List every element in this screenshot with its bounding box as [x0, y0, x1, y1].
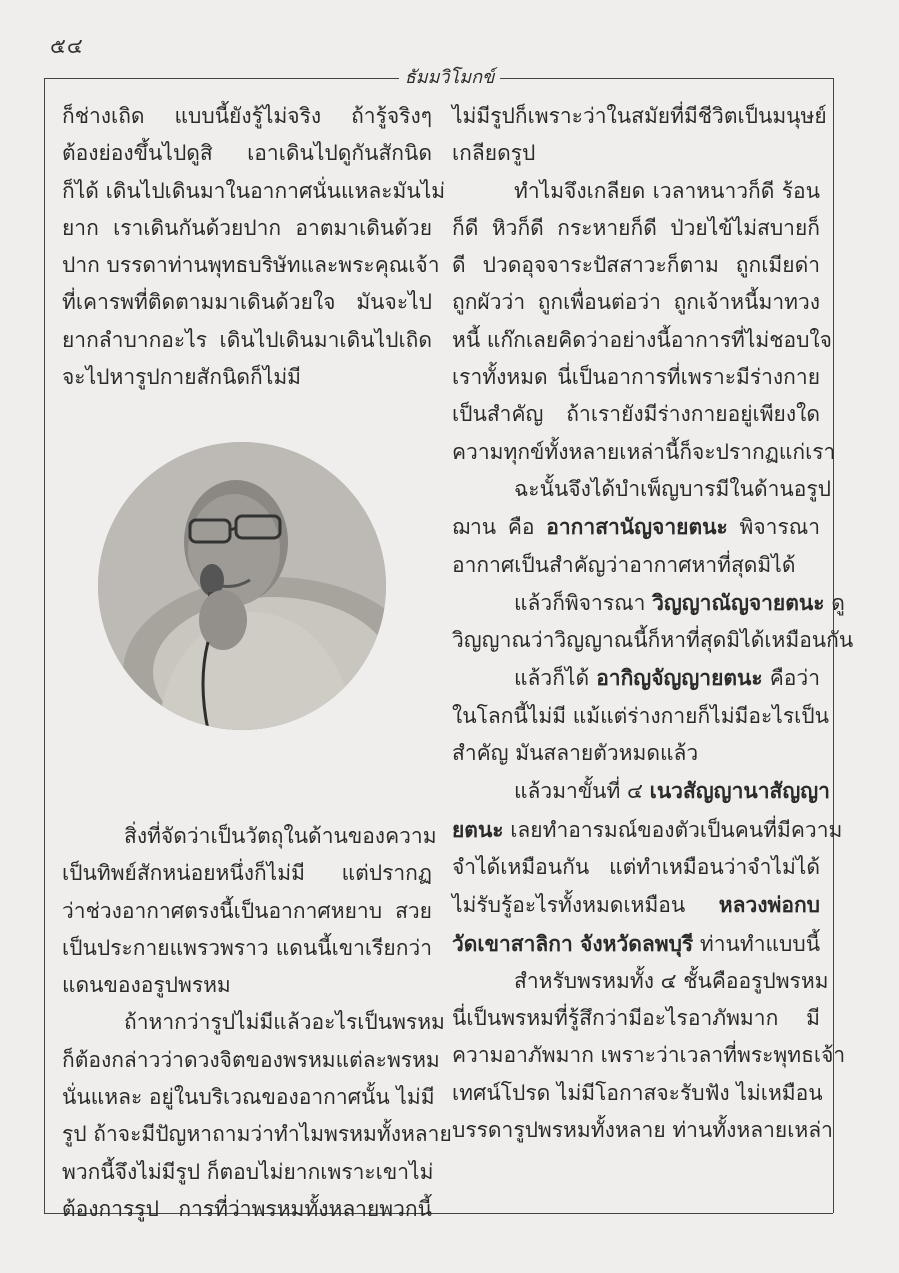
text-line: สำคัญ มันสลายตัวหมดแล้ว [452, 741, 699, 766]
bold-term: อากาสานัญจายตนะ [546, 514, 728, 540]
frame-left-border [44, 78, 45, 1213]
text-line: ดี ปวดอุจจาระปัสสาวะก็ตาม ถูกเมียด่า [452, 253, 820, 278]
text-run: ฌาน คือ [452, 515, 547, 540]
text-line: ก็ได้ เดินไปเดินมาในอากาศนั่นแหละมันไม่ [62, 178, 446, 203]
text-line: เป็นประกายแพรวพราว แดนนี้เขาเรียกว่า [62, 935, 432, 960]
text-line: ปาก บรรดาท่านพุทธบริษัทและพระคุณเจ้า [62, 253, 440, 278]
text-line: เกลียดรูป [452, 141, 536, 166]
text-line: แดนของอรูปพรหม [62, 973, 231, 998]
right-column [452, 98, 854, 1149]
page-number: ๕๔ [50, 34, 84, 58]
text-line: ถูกผัวว่า ถูกเพื่อนต่อว่า ถูกเจ้าหนี้มาทวง [452, 290, 820, 315]
left-column-top [62, 98, 446, 396]
text-line: ทำไมจึงเกลียด เวลาหนาวก็ดี ร้อน [514, 178, 820, 203]
text-line: เราทั้งหมด นี่เป็นอาการที่เพราะมีร่างกาย [452, 365, 820, 390]
text-line: นี่เป็นพรหมที่รู้สึกว่ามีอะไรอาภัพมาก มี [452, 1006, 820, 1031]
text-line: สิ่งที่จัดว่าเป็นวัตถุในด้านของความ [124, 824, 437, 848]
text-line: ก็ช่างเถิด แบบนี้ยังรู้ไม่จริง ถ้ารู้จริงๆ [62, 104, 432, 128]
text-line: ก็ดี หิวก็ดี กระหายก็ดี ป่วยไข้ไม่สบายก็ [452, 215, 820, 240]
bold-term: เนวสัญญานาสัญญา [649, 778, 830, 804]
text-line: จำได้เหมือนกัน แต่ทำเหมือนว่าจำไม่ได้ [452, 854, 820, 879]
text-line: ก็ต้องกล่าวว่าดวงจิตของพรหมแต่ละพรหม [62, 1047, 440, 1072]
text-line [452, 508, 820, 546]
text-line: ยากลำบากอะไร เดินไปเดินมาเดินไปเถิด [62, 327, 432, 352]
text-line: บรรดารูปพรหมทั้งหลาย ท่านทั้งหลายเหล่า [452, 1118, 833, 1143]
text-line [452, 925, 820, 963]
text-line: รูป ถ้าจะมีปัญหาถามว่าทำไมพรหมทั้งหลาย [62, 1122, 452, 1147]
text-line: จะไปหารูปกายสักนิดก็ไม่มี [62, 365, 302, 390]
bold-term: อากิญจัญญายตนะ [596, 665, 763, 691]
text-line: หนี้ แก๊กเลยคิดว่าอย่างนี้อาการที่ไม่ชอบใจ [452, 327, 832, 352]
text-line: ในโลกนี้ไม่มี แม้แต่ร่างกายก็ไม่มีอะไรเป็น [452, 703, 829, 728]
bold-term: วิญญาณัญจายตนะ [652, 589, 825, 615]
text-run: เลยทำอารมณ์ของตัวเป็นคนที่มีความ [503, 817, 843, 842]
text-line: เป็นทิพย์สักหน่อยหนึ่งก็ไม่มี แต่ปรากฏ [62, 861, 432, 886]
portrait-illustration [98, 442, 386, 730]
running-header [0, 62, 899, 91]
bold-term: หลวงพ่อกบ [718, 892, 820, 918]
text-line [452, 811, 843, 849]
text-line: สำหรับพรหมทั้ง ๔ ชั้นคืออรูปพรหม [514, 968, 829, 993]
header-title: ธัมมวิโมกข์ [399, 67, 501, 88]
text-line: ฉะนั้นจึงได้บำเพ็ญบารมีในด้านอรูป [514, 476, 831, 501]
text-line: ที่เคารพที่ติดตามมาเดินด้วยใจ มันจะไป [62, 290, 432, 315]
text-line: วิญญาณว่าวิญญาณนี้ก็หาที่สุดมิได้เหมือนกัน [452, 628, 854, 653]
text-line: ว่าช่วงอากาศตรงนี้เป็นอากาศหยาบ สวย [62, 898, 432, 923]
text-line [452, 772, 830, 810]
text-line: ความทุกข์ทั้งหลายเหล่านี้ก็จะปรากฏแก่เรา [452, 439, 836, 464]
text-line: ความอาภัพมาก เพราะว่าเวลาที่พระพุทธเจ้า [452, 1043, 846, 1068]
text-line: ไม่มีรูปก็เพราะว่าในสมัยที่มีชีวิตเป็นมนุษย์ [452, 104, 827, 128]
text-run: ท่านทำแบบนี้ [693, 931, 821, 956]
text-run: แล้วก็ได้ [514, 666, 597, 691]
text-line: ต้องย่องขึ้นไปดูสิ เอาเดินไปดูกันสักนิด [62, 141, 432, 166]
text-line: ต้องการรูป การที่ว่าพรหมทั้งหลายพวกนี้ [62, 1196, 432, 1221]
text-line: ยาก เราเดินกันด้วยปาก อาตมาเดินด้วย [62, 215, 432, 240]
monk-portrait-photo [98, 442, 386, 730]
text-line [452, 659, 820, 697]
bold-term: ยตนะ [452, 816, 504, 842]
left-column-bottom [62, 818, 452, 1228]
text-line [452, 886, 820, 924]
text-line: นั่นแหละ อยู่ในบริเวณของอากาศนั้น ไม่มี [62, 1085, 435, 1110]
text-run: ไม่รับรู้อะไรทั้งหมดเหมือน [452, 893, 719, 918]
text-line [452, 584, 845, 622]
text-run: คือว่า [762, 666, 820, 691]
text-line: เป็นสำคัญ ถ้าเรายังมีร่างกายอยู่เพียงใด [452, 402, 820, 427]
text-line: เทศน์โปรด ไม่มีโอกาสจะรับฟัง ไม่เหมือน [452, 1080, 823, 1105]
bold-term: วัดเขาสาลิกา จังหวัดลพบุรี [452, 930, 694, 956]
text-run: แล้วมาขั้นที่ ๔ [514, 779, 650, 804]
text-line: พวกนี้จึงไม่มีรูป ก็ตอบไม่ยากเพราะเขาไม่ [62, 1159, 434, 1184]
text-line: อากาศเป็นสำคัญว่าอากาศหาที่สุดมิได้ [452, 552, 796, 577]
text-line: ถ้าหากว่ารูปไม่มีแล้วอะไรเป็นพรหม [124, 1010, 445, 1035]
text-run: ดู [824, 590, 845, 615]
text-run: แล้วก็พิจารณา [514, 590, 653, 615]
text-run: พิจารณา [727, 515, 820, 540]
